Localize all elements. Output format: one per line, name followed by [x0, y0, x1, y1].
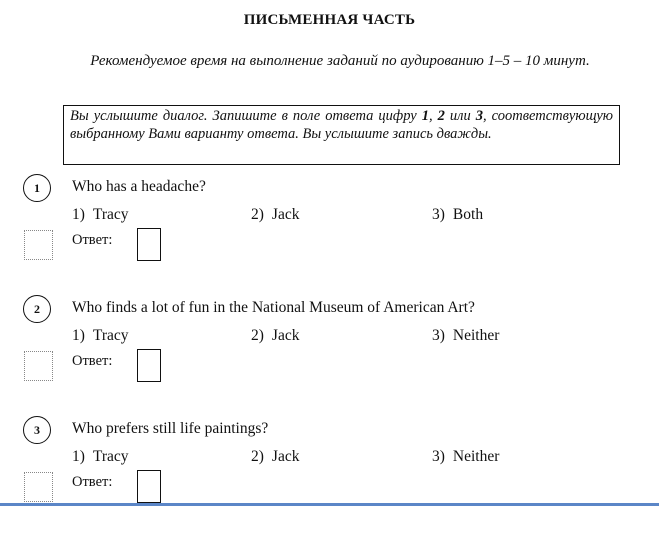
option-number: 3) [432, 448, 445, 465]
recommended-time-note: Рекомендуемое время на выполнение заданий по аудированию 1–5 – 10 минут. [90, 53, 590, 69]
option-text: Jack [271, 448, 300, 465]
answer-input[interactable] [137, 470, 161, 503]
option-number: 2) [251, 206, 264, 223]
instruction-box [63, 105, 620, 165]
answer-option-3 [432, 448, 499, 466]
task-question: Who has a headache? [72, 178, 206, 195]
answer-option-3 [432, 206, 483, 224]
instruction-text-after: , соответствующую выбранному Вами варианту ответа. Вы услышите запись дважды. [70, 108, 613, 142]
answer-option-3 [432, 327, 499, 345]
option-number: 1) [72, 206, 85, 223]
task-3 [0, 416, 659, 536]
option-text: Jack [271, 206, 300, 223]
option-text: Jack [271, 327, 300, 344]
task-number-badge: 3 [23, 416, 51, 444]
option-number: 1) [72, 448, 85, 465]
task-1 [0, 174, 659, 294]
option-text: Both [452, 206, 484, 223]
score-box [24, 230, 53, 260]
score-box [24, 351, 53, 381]
option-number: 2) [251, 327, 264, 344]
option-number: 3) [432, 327, 445, 344]
option-text: Tracy [92, 327, 129, 344]
answer-option-2 [251, 327, 299, 345]
answer-input[interactable] [137, 349, 161, 382]
answer-option-1 [72, 327, 129, 345]
instruction-separator: или [444, 108, 476, 124]
answer-option-1 [72, 206, 129, 224]
instruction-separator: , [428, 108, 438, 124]
task-question: Who prefers still life paintings? [72, 420, 269, 437]
answer-label: Ответ: [72, 474, 113, 490]
task-number-badge: 1 [23, 174, 51, 202]
answer-label: Ответ: [72, 232, 113, 248]
page-title: ПИСЬМЕННАЯ ЧАСТЬ [243, 12, 416, 28]
instruction-digit-2: 2 [437, 108, 445, 124]
option-number: 3) [432, 206, 445, 223]
option-text: Neither [452, 327, 500, 344]
answer-input[interactable] [137, 228, 161, 261]
answer-option-1 [72, 448, 129, 466]
option-number: 2) [251, 448, 264, 465]
answer-option-2 [251, 448, 299, 466]
task-number-badge: 2 [23, 295, 51, 323]
instruction-text-before: Вы услышите диалог. Запишите в поле ответа цифру [70, 108, 422, 124]
option-text: Neither [452, 448, 500, 465]
option-text: Tracy [92, 448, 129, 465]
option-number: 1) [72, 327, 85, 344]
instruction-digit-1: 1 [421, 108, 429, 124]
answer-label: Ответ: [72, 353, 113, 369]
task-2 [0, 295, 659, 415]
option-text: Tracy [92, 206, 129, 223]
score-box [24, 472, 53, 502]
answer-option-2 [251, 206, 299, 224]
instruction-digit-3: 3 [475, 108, 483, 124]
task-question: Who finds a lot of fun in the National Museum of American Art? [72, 299, 475, 316]
